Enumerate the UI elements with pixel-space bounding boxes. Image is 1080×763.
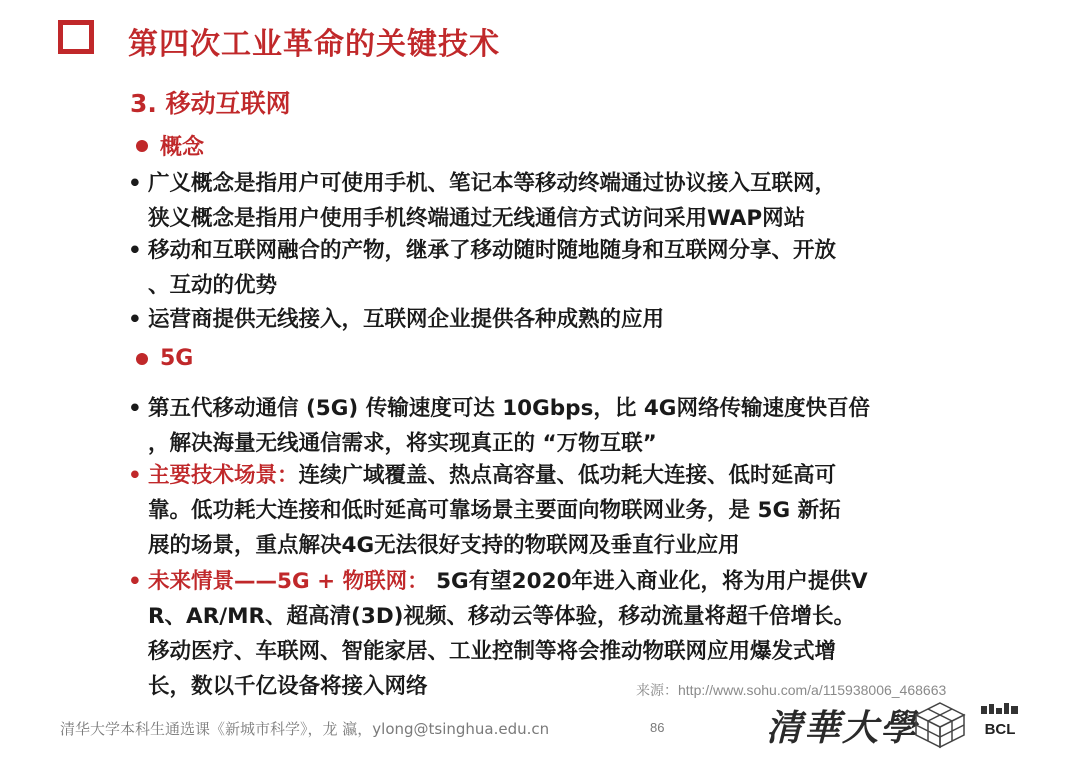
bcl-logo-text: BCL <box>984 721 1016 738</box>
concept-bullet-1 <box>128 166 958 236</box>
bullet-text: 5G有望2020年进入商业化，将为用户提供V <box>428 569 868 594</box>
bullet-icon: • <box>128 569 142 594</box>
concept-bullet-2 <box>128 233 958 303</box>
bullet-text: 展的场景，重点解决4G无法很好支持的物联网及垂直行业应用 <box>148 533 740 558</box>
footer-course-info: 清华大学本科生通选课《新城市科学》，龙 瀛，ylong@tsinghua.edu.cn <box>60 720 550 738</box>
bullet-icon: • <box>128 171 142 196</box>
key-scenarios-label: 主要技术场景： <box>148 463 299 488</box>
concept-heading <box>136 130 204 161</box>
bullet-text: 狭义概念是指用户使用手机终端通过无线通信方式访问采用WAP网站 <box>148 206 806 231</box>
bullet-text: 、互动的优势 <box>148 273 278 298</box>
bullet-text: 移动医疗、车联网、智能家居、工业控制等将会推动物联网应用爆发式增 <box>148 639 837 664</box>
source-citation: 来源：http://www.sohu.com/a/115938006_468663 <box>636 682 947 698</box>
bullet-icon: • <box>128 463 142 488</box>
bullet-text: 运营商提供无线接入，互联网企业提供各种成熟的应用 <box>148 307 665 332</box>
bullet-text: 长，数以千亿设备将接入网络 <box>148 674 428 699</box>
tsinghua-logo: 清華大學 <box>766 707 919 749</box>
concept-heading-label: 概念 <box>160 135 205 160</box>
bullet-text: 连续广域覆盖、热点高容量、低功耗大连接、低时延高可 <box>298 463 837 488</box>
bullet-icon: • <box>128 396 142 421</box>
bullet-text: 靠。低功耗大连接和低时延高可靠场景主要面向物联网业务，是 5G 新拓 <box>148 498 841 523</box>
bullet-text: 广义概念是指用户可使用手机、笔记本等移动终端通过协议接入互联网， <box>148 171 837 196</box>
cube-logo-icon <box>912 700 968 750</box>
fiveg-heading <box>136 346 193 371</box>
bcl-logo-icon <box>975 700 1025 750</box>
concept-bullet-3 <box>128 302 958 337</box>
fiveg-heading-label: 5G <box>160 346 194 371</box>
bullet-text: ，解决海量无线通信需求，将实现真正的 “万物互联” <box>148 431 657 456</box>
bullet-dot-icon <box>136 353 148 365</box>
bullet-icon: • <box>128 307 142 332</box>
bullet-icon: • <box>128 238 142 263</box>
bullet-text: R、AR/MR、超高清(3D)视频、移动云等体验，移动流量将超千倍增长。 <box>148 604 856 629</box>
fiveg-bullet-2 <box>128 458 958 563</box>
bullet-text: 第五代移动通信 (5G) 传输速度可达 10Gbps，比 4G网络传输速度快百倍 <box>148 396 870 421</box>
bullet-dot-icon <box>136 140 148 152</box>
future-scenario-label: 未来情景——5G + 物联网： <box>148 569 429 594</box>
section-heading: 3. 移动互联网 <box>130 89 291 118</box>
title-square-icon <box>58 20 94 54</box>
page-number: 86 <box>650 720 665 735</box>
slide-title: 第四次工业革命的关键技术 <box>128 27 500 62</box>
fiveg-bullet-1 <box>128 391 958 461</box>
bullet-text: 移动和互联网融合的产物，继承了移动随时随地随身和互联网分享、开放 <box>148 238 837 263</box>
